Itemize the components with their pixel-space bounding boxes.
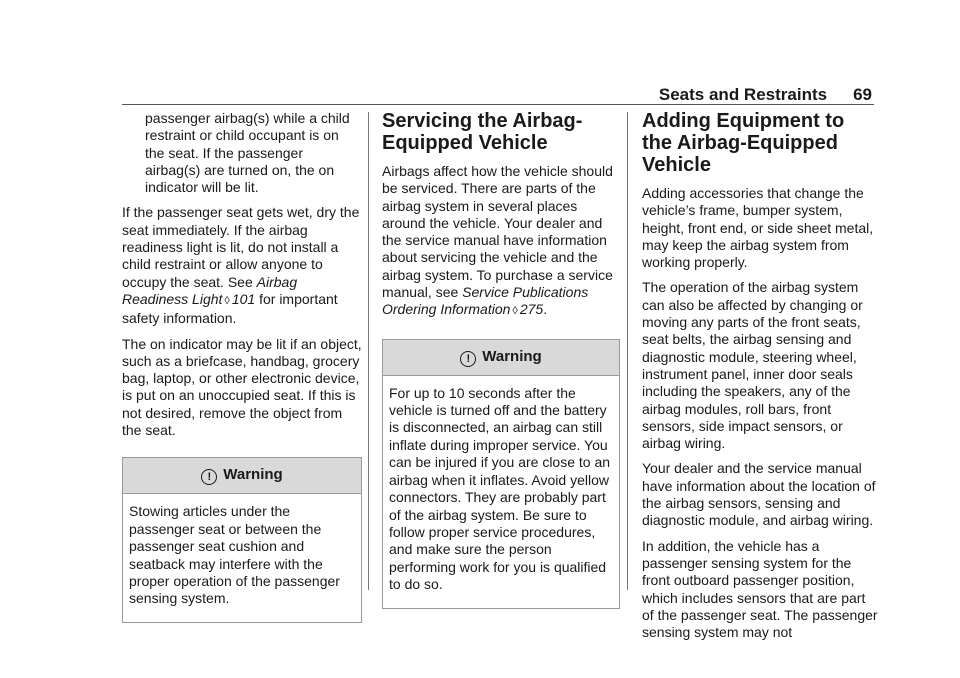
paragraph — [122, 204, 362, 327]
warning-body — [123, 494, 361, 621]
section-heading: Adding Equipment to the Airbag-Equipped Vehicle — [642, 110, 845, 176]
column-divider-1 — [368, 112, 369, 590]
paragraph: The on indicator may be lit if an object, such as a briefcase, handbag, grocery bag, laptop, or other electronic device, is put on an unoccupied seat. If this is not desired, remove the object from the seat. — [122, 335, 362, 439]
warning-title: Warning — [482, 347, 542, 365]
cross-reference-link[interactable]: Airbag Readiness Light — [122, 273, 298, 307]
paragraph-text: Airbags affect how the vehicle should be serviced. There are parts of the airbag system in several places around the vehicle. Your dealer and the service manual have information about servicing the vehicle and the airbag system. To purchase a service manual, see — [382, 163, 613, 301]
page-reference-icon: ◊ — [512, 305, 518, 318]
column-1 — [122, 110, 362, 623]
page-reference[interactable]: 275 — [519, 301, 544, 318]
warning-header — [123, 458, 361, 494]
warning-body — [383, 376, 619, 608]
paragraph-text: If the passenger seat gets wet, dry the seat immediately. If the airbag readiness light is lit, do not install a child restraint or allow anyone to occupy the seat. See — [122, 204, 360, 290]
section-heading: Servicing the Airbag-Equipped Vehicle — [382, 110, 583, 154]
column-3 — [642, 110, 878, 649]
warning-header — [383, 340, 619, 376]
warning-title: Warning — [223, 466, 283, 484]
page-header — [659, 85, 872, 105]
warning-box — [122, 457, 362, 622]
warning-text: For up to 10 seconds after the vehicle is turned off and the battery is disconnected, an airbag can still inflate during improper service. You can be injured if you are close to an airbag when it inflates. Avoid yellow connectors. They are probably part of the airbag system. Be sure to follow proper service procedures, and make sure the person performing work for you is qualified to do so. — [389, 384, 611, 593]
warning-text: Stowing articles under the passenger seat or between the passenger seat cushion and seatback may interfere with the proper operation of the passenger sensing system. — [129, 503, 340, 607]
page-reference-icon: ◊ — [224, 294, 230, 307]
paragraph-text: . — [543, 301, 548, 318]
paragraph — [382, 163, 620, 321]
paragraph: passenger airbag(s) while a child restraint or child occupant is on the seat. If the passenger airbag(s) are turned on, the on indicator will be lit. — [145, 110, 350, 196]
cross-reference-link[interactable]: Service Publications Ordering Information — [382, 284, 589, 318]
header-divider — [122, 104, 874, 105]
page-reference[interactable]: 101 — [231, 290, 256, 307]
paragraph: In addition, the vehicle has a passenger sensing system for the front outboard passenger position, which includes sensors that are part of the passenger seat. The passenger sensing system may not — [642, 537, 878, 641]
warning-box — [382, 339, 620, 609]
warning-icon: ! — [460, 351, 476, 367]
paragraph: Your dealer and the service manual have information about the location of the airbag sensors, sensing and diagnostic module, and airbag wiring. — [642, 460, 876, 529]
section-title: Seats and Restraints — [658, 85, 828, 104]
paragraph-text: for important safety information. — [122, 290, 338, 327]
paragraph: The operation of the airbag system can also be affected by changing or moving any parts of the front seats, seat belts, the airbag sensing and diagnostic module, steering wheel, instrument panel, inner door seals including the speakers, any of the airbag modules, roll bars, front sensors, side impact sensors, or airbag wiring. — [642, 279, 863, 452]
column-divider-2 — [627, 112, 628, 590]
page-number: 69 — [853, 85, 872, 104]
paragraph: Adding accessories that change the vehicle’s frame, bumper system, height, front end, or side sheet metal, may keep the airbag system from working properly. — [642, 185, 874, 271]
column-2 — [382, 110, 620, 609]
warning-icon: ! — [201, 469, 217, 485]
